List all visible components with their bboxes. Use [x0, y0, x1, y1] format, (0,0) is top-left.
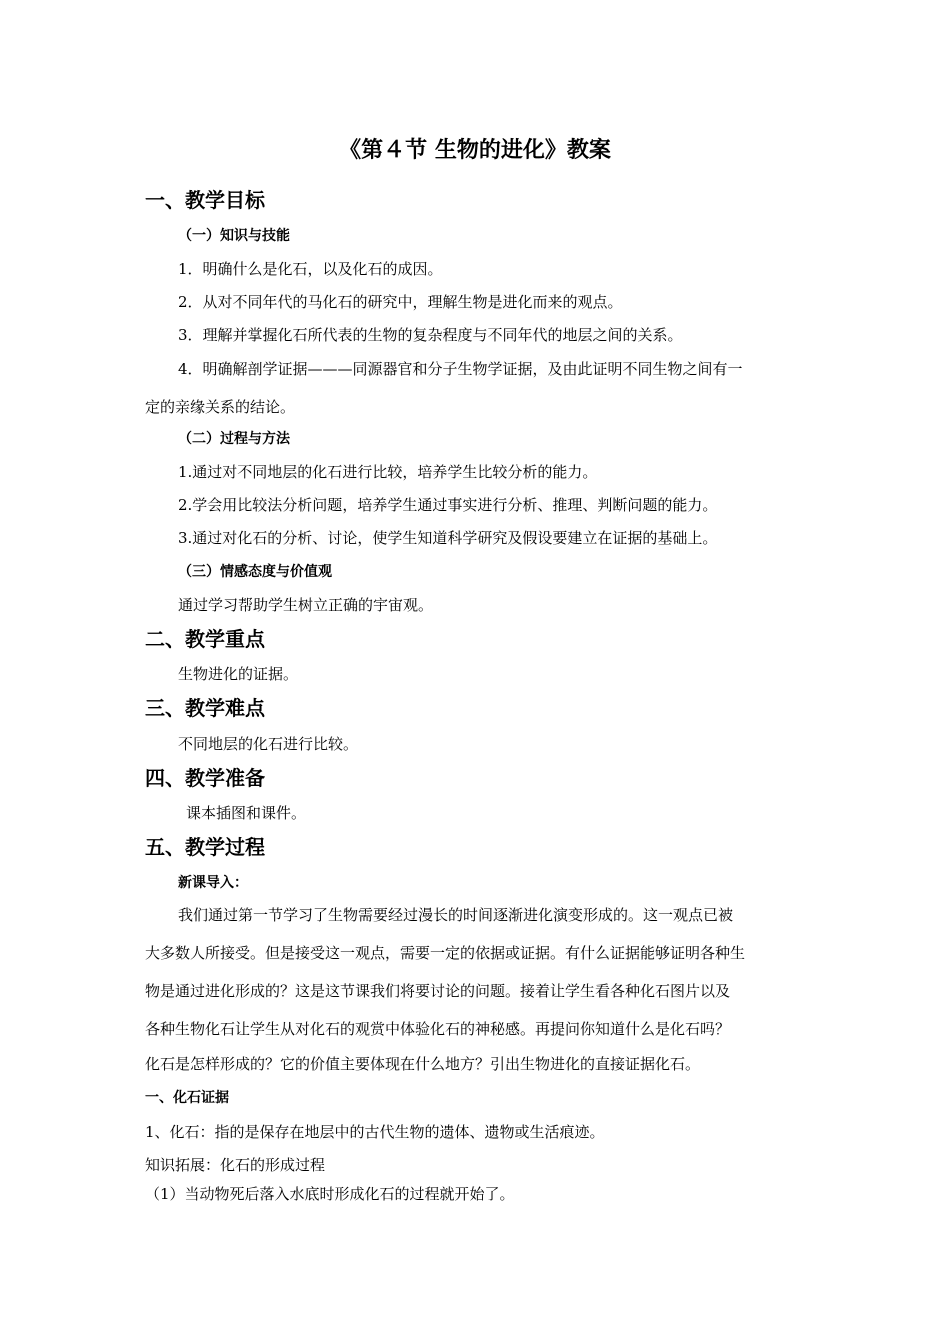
section-heading-key: 二、教学重点 [145, 627, 265, 651]
formation-step-1: （1）当动物死后落入水底时形成化石的过程就开始了。 [145, 1185, 515, 1203]
intro-line-2: 大多数人所接受。但是接受这一观点，需要一定的依据或证据。有什么证据能够证明各种生 [145, 944, 746, 962]
intro-line-4: 各种生物化石让学生从对化石的观赏中体验化石的神秘感。再提问你知道什么是化石吗？ [145, 1020, 731, 1038]
knowledge-item-4: 4．明确解剖学证据———同源器官和分子生物学证据，及由此证明不同生物之间有一 [178, 360, 743, 378]
subheading-process: （二）过程与方法 [178, 431, 290, 447]
knowledge-item-4-cont: 定的亲缘关系的结论。 [145, 398, 296, 416]
prep-text: 课本插图和课件。 [186, 804, 307, 822]
subheading-knowledge: （一）知识与技能 [178, 228, 290, 244]
knowledge-item-3: 3．理解并掌握化石所代表的生物的复杂程度与不同年代的地层之间的关系。 [178, 326, 683, 344]
section-heading-goals: 一、教学目标 [145, 188, 265, 212]
fossil-definition: 1、化石：指的是保存在地层中的古代生物的遗体、遗物或生活痕迹。 [145, 1123, 605, 1141]
knowledge-extension: 知识拓展：化石的形成过程 [145, 1156, 326, 1174]
subheading-attitude: （三）情感态度与价值观 [178, 564, 332, 580]
intro-line-5: 化石是怎样形成的？它的价值主要体现在什么地方？引出生物进化的直接证据化石。 [145, 1055, 701, 1073]
knowledge-item-2: 2．从对不同年代的马化石的研究中，理解生物是进化而来的观点。 [178, 293, 623, 311]
key-text: 生物进化的证据。 [178, 665, 299, 683]
process-item-1: 1.通过对不同地层的化石进行比较，培养学生比较分析的能力。 [178, 463, 598, 481]
intro-line-1: 我们通过第一节学习了生物需要经过漫长的时间逐渐进化演变形成的。这一观点已被 [178, 906, 734, 924]
section-heading-prep: 四、教学准备 [145, 766, 265, 790]
knowledge-item-1: 1．明确什么是化石，以及化石的成因。 [178, 260, 443, 278]
attitude-text: 通过学习帮助学生树立正确的宇宙观。 [178, 596, 434, 614]
intro-line-3: 物是通过进化形成的？这是这节课我们将要讨论的问题。接着让学生看各种化石图片以及 [145, 982, 731, 1000]
fossil-heading: 一、化石证据 [145, 1090, 229, 1106]
document-title: 《第４节 生物的进化》教案 [339, 138, 611, 163]
process-item-2: 2.学会用比较法分析问题，培养学生通过事实进行分析、推理、判断问题的能力。 [178, 496, 718, 514]
section-heading-process: 五、教学过程 [145, 835, 265, 859]
section-heading-difficulty: 三、教学难点 [145, 696, 265, 720]
process-item-3: 3.通过对化石的分析、讨论，使学生知道科学研究及假设要建立在证据的基础上。 [178, 529, 718, 547]
difficulty-text: 不同地层的化石进行比较。 [178, 735, 359, 753]
intro-heading: 新课导入： [178, 875, 248, 891]
